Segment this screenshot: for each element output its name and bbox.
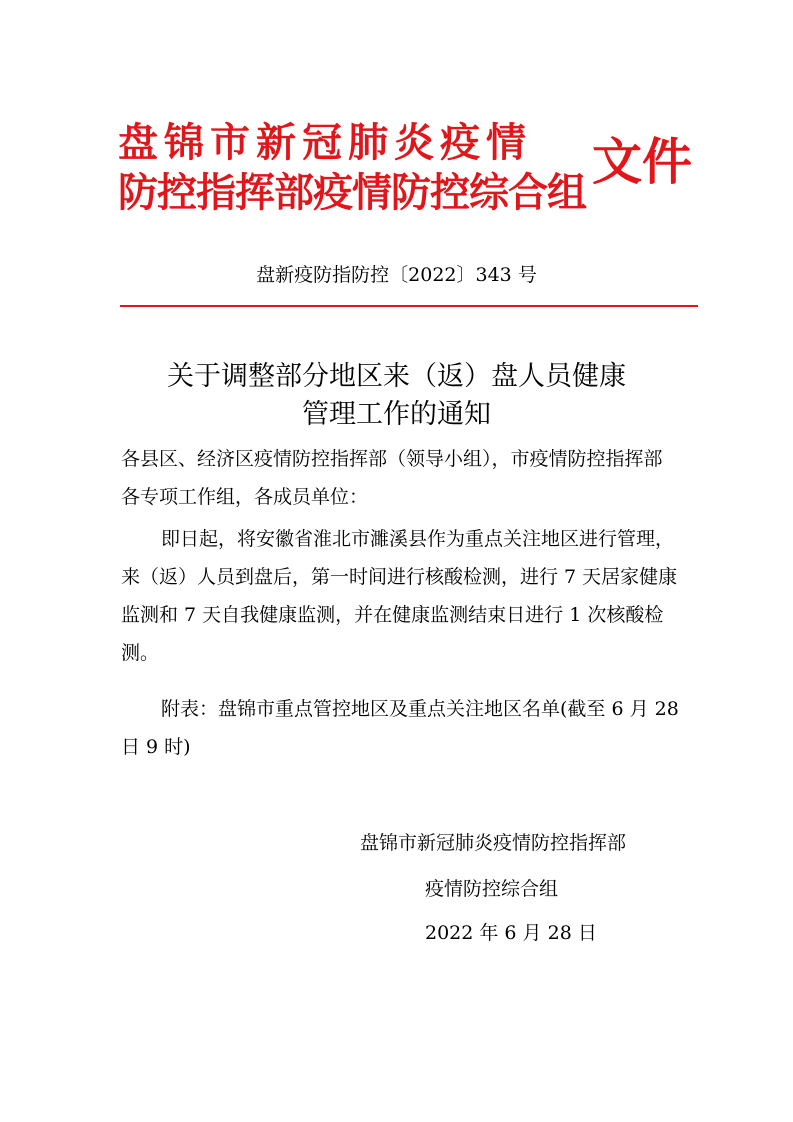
issuing-authority-line-1: 盘锦市新冠肺炎疫情: [118, 120, 532, 166]
red-divider-line: [120, 305, 698, 307]
file-label: 文件: [592, 133, 692, 191]
title-line-1: 关于调整部分地区来（返）盘人员健康: [167, 361, 626, 392]
issuing-authority-header: [118, 118, 588, 218]
signature-date: 2022 年 6 月 28 日: [425, 922, 597, 944]
body-paragraph-attachment: 附表：盘锦市重点管控地区及重点关注地区名单(截至 6 月 28 日 9 时): [121, 698, 679, 758]
title-line-2: 管理工作的通知: [302, 399, 491, 430]
document-title: [100, 358, 693, 434]
body-paragraph-1: 即日起，将安徽省淮北市濉溪县作为重点关注地区进行管理，来（返）人员到盘后，第一时间进行核酸检测，进行 7 天居家健康监测和 7 天自我健康监测，并在健康监测结束日进行 1 次核酸检测。: [121, 528, 678, 664]
issuing-authority-line-2: 防控指挥部疫情防控综合组: [118, 170, 586, 216]
signature-org-line-2: 疫情防控综合组: [425, 878, 559, 900]
signature-org-line-1: 盘锦市新冠肺炎疫情防控指挥部: [360, 832, 627, 854]
document-number: 盘新疫防指防控〔2022〕343 号: [256, 264, 537, 286]
salutation: 各县区、经济区疫情防控指挥部（领导小组），市疫情防控指挥部各专项工作组，各成员单位：: [121, 448, 663, 508]
